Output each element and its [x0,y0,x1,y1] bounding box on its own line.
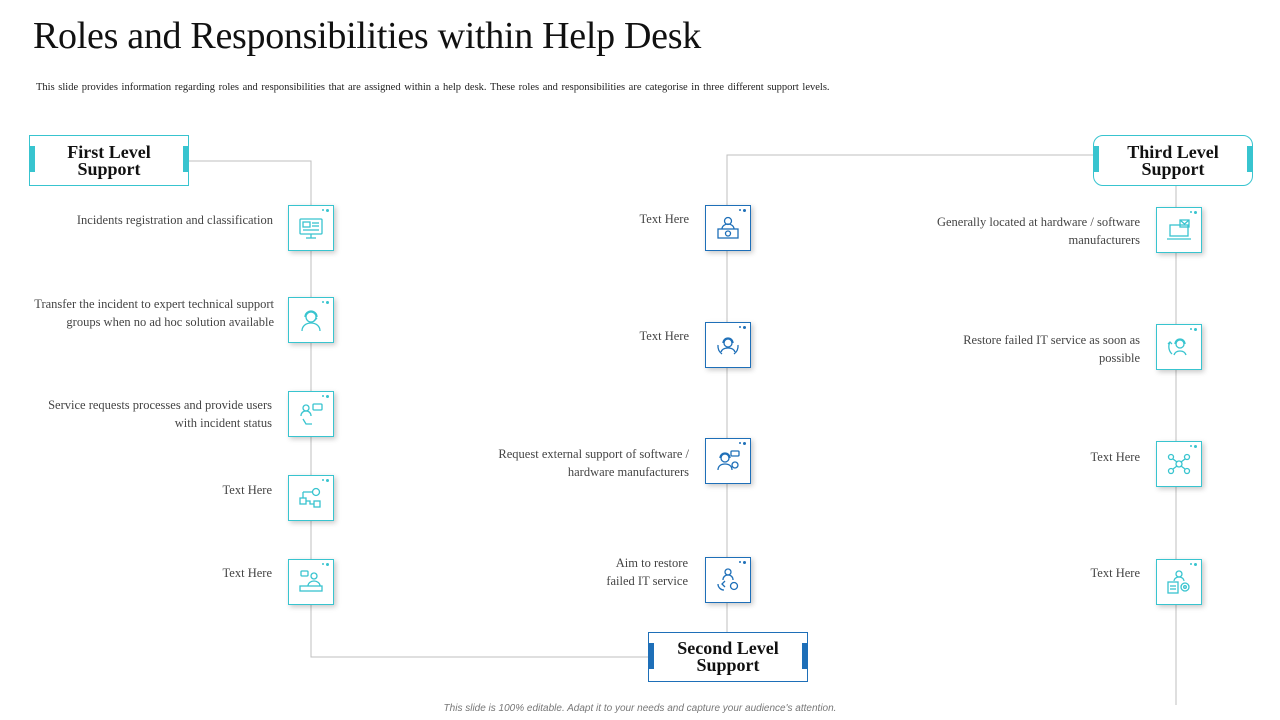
document-gear-icon [1156,559,1202,605]
first-item-3-text: Service requests processes and provide users with incident status [48,398,272,430]
third-level-support-box [1093,135,1253,186]
desk-agent-icon [288,559,334,605]
gear-flowchart-icon [288,475,334,521]
tab-marker-right [183,146,189,172]
footer-note: This slide is 100% editable. Adapt it to your needs and capture your audience's attention. [443,703,837,714]
tab-marker-right [1247,146,1253,172]
page-subtitle: This slide provides information regarding roles and responsibilities that are assigned within a help desk. These roles and responsibilities are categorise in three different support levels. [36,82,830,93]
first-item-2-text: Transfer the incident to expert technical support groups when no ad hoc solution available [34,297,274,329]
tab-marker-right [802,643,808,669]
support-agent-icon [288,297,334,343]
third-item-4-text: Text Here [1090,566,1140,580]
phone-chat-icon [288,391,334,437]
third-item-1-text: Generally located at hardware / software manufacturers [936,215,1140,247]
second-level-title-line1: Second Level [677,638,779,658]
third-item-3-text: Text Here [1090,450,1140,464]
second-item-1-text: Text Here [639,212,689,226]
first-level-title-line2: Support [77,158,141,179]
second-item-3-text: Request external support of software / hardware manufacturers [498,447,689,479]
first-level-support-box [29,135,189,186]
tab-marker-left [29,146,35,172]
tab-marker-left [1093,146,1099,172]
second-item-2-text: Text Here [639,329,689,343]
headset-refresh-icon [1156,324,1202,370]
agent-tools-icon [705,438,751,484]
monitor-dashboard-icon [288,205,334,251]
third-item-2-text: Restore failed IT service as soon as possible [963,333,1140,365]
second-level-support-box [648,632,808,682]
headset-cycle-icon [705,322,751,368]
second-level-title-line2: Support [696,655,760,675]
third-level-title-line2: Support [1141,158,1205,179]
first-item-1-text: Incidents registration and classification [76,213,273,227]
second-item-4-text: Aim to restore failed IT service [606,556,688,588]
helpdesk-question-icon [705,205,751,251]
third-level-title-line1: Third Level [1127,141,1219,162]
person-gear-cycle-icon [705,557,751,603]
first-item-4-text: Text Here [222,483,272,497]
laptop-mail-icon [1156,207,1202,253]
network-nodes-icon [1156,441,1202,487]
tab-marker-left [648,643,654,669]
first-item-5-text: Text Here [222,566,272,580]
page-title: Roles and Responsibilities within Help Desk [33,15,701,57]
first-level-title-line1: First Level [67,141,151,162]
